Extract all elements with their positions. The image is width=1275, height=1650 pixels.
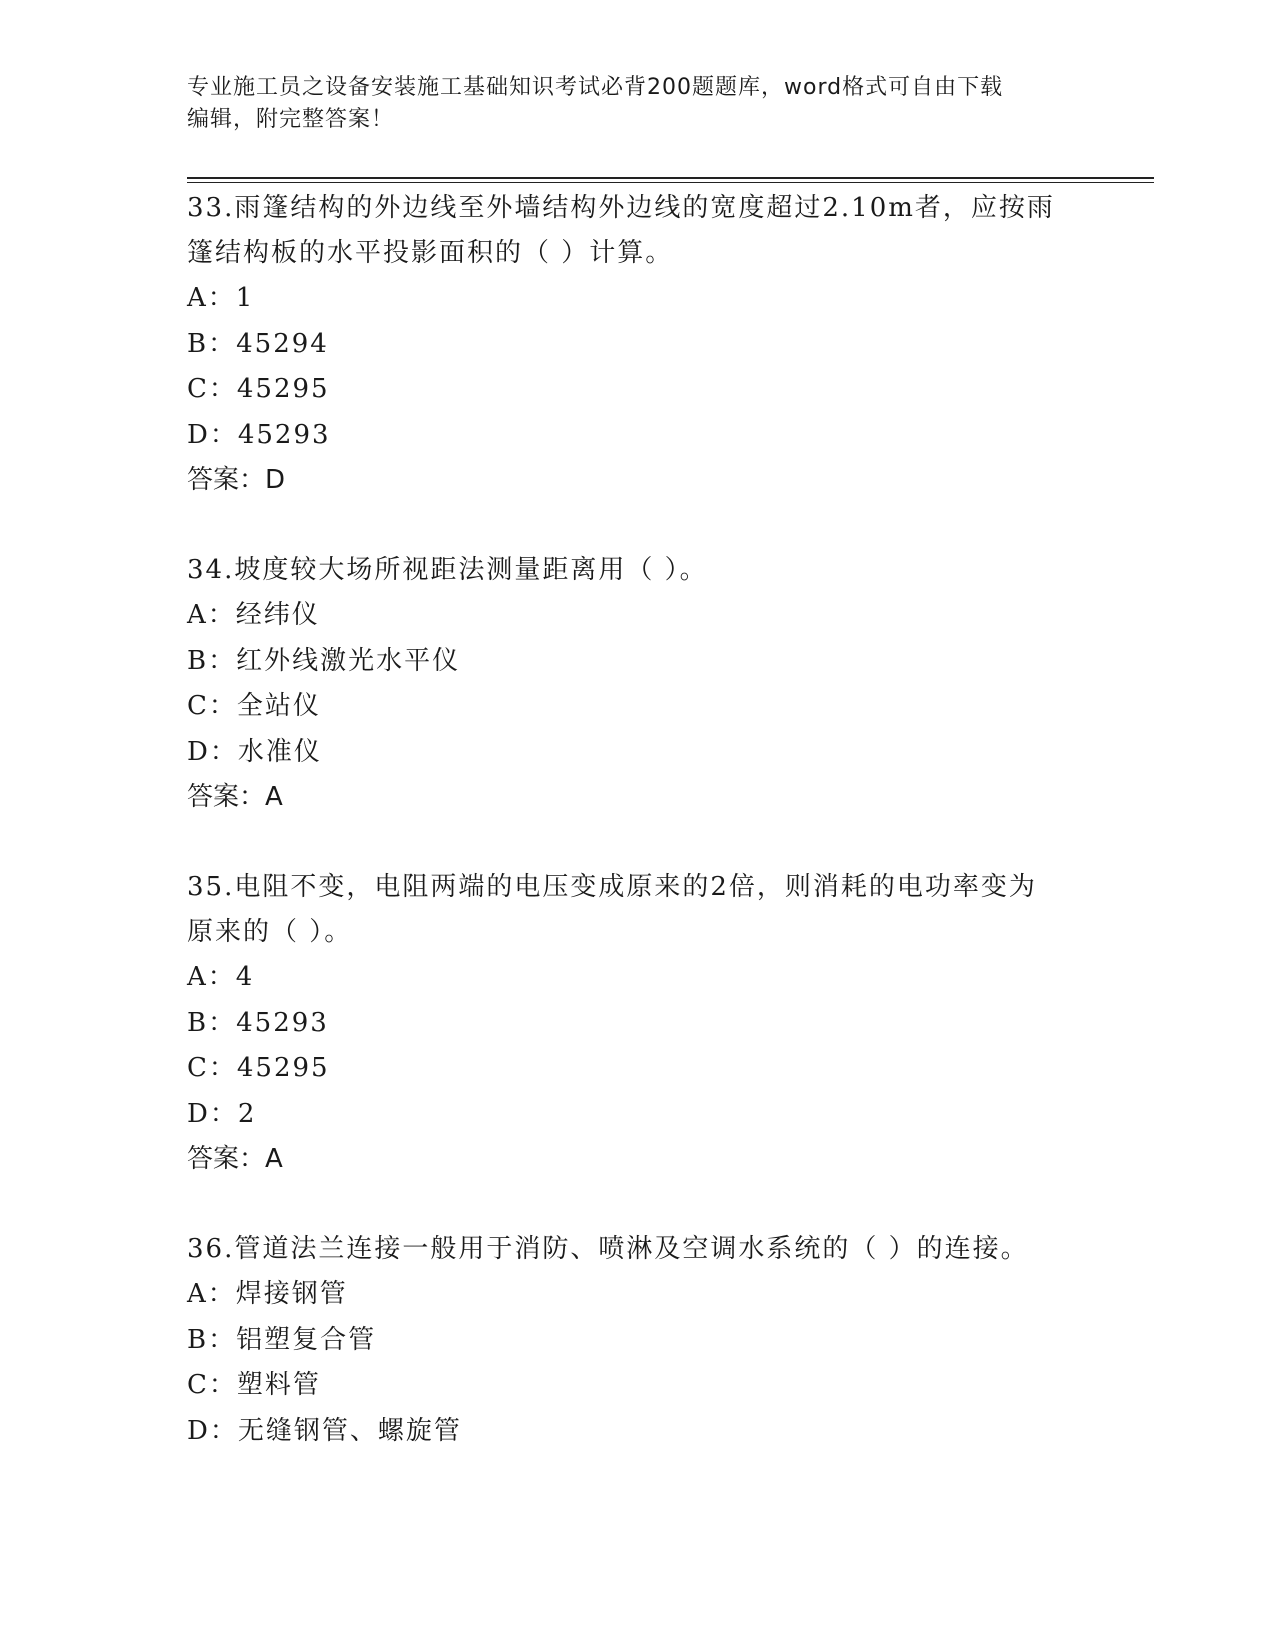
option-d: D：2 — [187, 1098, 257, 1129]
header-divider-thick — [187, 177, 1154, 179]
question-spacer — [187, 503, 1087, 548]
option-b: B：45293 — [187, 1007, 329, 1038]
answer-line: 答案：A — [187, 1144, 283, 1174]
option-c: C：45295 — [187, 374, 330, 404]
question-stem-line: 36.管道法兰连接一般用于消防、喷淋及空调水系统的（ ）的连接。 — [187, 1234, 1029, 1264]
question-list — [187, 186, 1087, 1454]
answer-line: 答案：A — [187, 782, 283, 812]
header-line-1: 专业施工员之设备安装施工基础知识考试必背200题题库，word格式可自由下载 — [187, 75, 1004, 100]
option-c: C：全站仪 — [187, 691, 321, 721]
question-spacer — [187, 820, 1087, 865]
question-stem-line: 35.电阻不变，电阻两端的电压变成原来的2倍，则消耗的电功率变为 — [187, 872, 1037, 902]
question-36 — [187, 1227, 1087, 1454]
question-stem-line: 篷结构板的水平投影面积的（ ）计算。 — [187, 238, 674, 268]
option-a: A：4 — [187, 962, 255, 992]
option-a: A：1 — [187, 283, 255, 313]
question-stem-line: 原来的（ ）。 — [187, 917, 353, 947]
question-spacer — [187, 1182, 1087, 1227]
question-stem-line: 33.雨篷结构的外边线至外墙结构外边线的宽度超过2.10m者，应按雨 — [187, 193, 1055, 223]
question-35 — [187, 865, 1087, 1182]
question-34 — [187, 548, 1087, 820]
option-b: B：45294 — [187, 328, 329, 359]
option-b: B：红外线激光水平仪 — [187, 645, 461, 676]
header-line-2: 编辑，附完整答案！ — [187, 107, 395, 132]
option-d: D：45293 — [187, 419, 331, 450]
option-a: A：焊接钢管 — [187, 1279, 348, 1309]
option-d: D：无缝钢管、螺旋管 — [187, 1415, 462, 1446]
option-c: C：塑料管 — [187, 1370, 321, 1400]
question-33 — [187, 186, 1087, 503]
header-divider-thin — [187, 182, 1154, 183]
answer-line: 答案：D — [187, 465, 286, 495]
option-a: A：经纬仪 — [187, 600, 320, 630]
document-header — [187, 72, 1087, 136]
option-b: B：铝塑复合管 — [187, 1324, 377, 1355]
option-c: C：45295 — [187, 1053, 330, 1083]
option-d: D：水准仪 — [187, 736, 322, 767]
question-stem-line: 34.坡度较大场所视距法测量距离用（ ）。 — [187, 555, 708, 585]
